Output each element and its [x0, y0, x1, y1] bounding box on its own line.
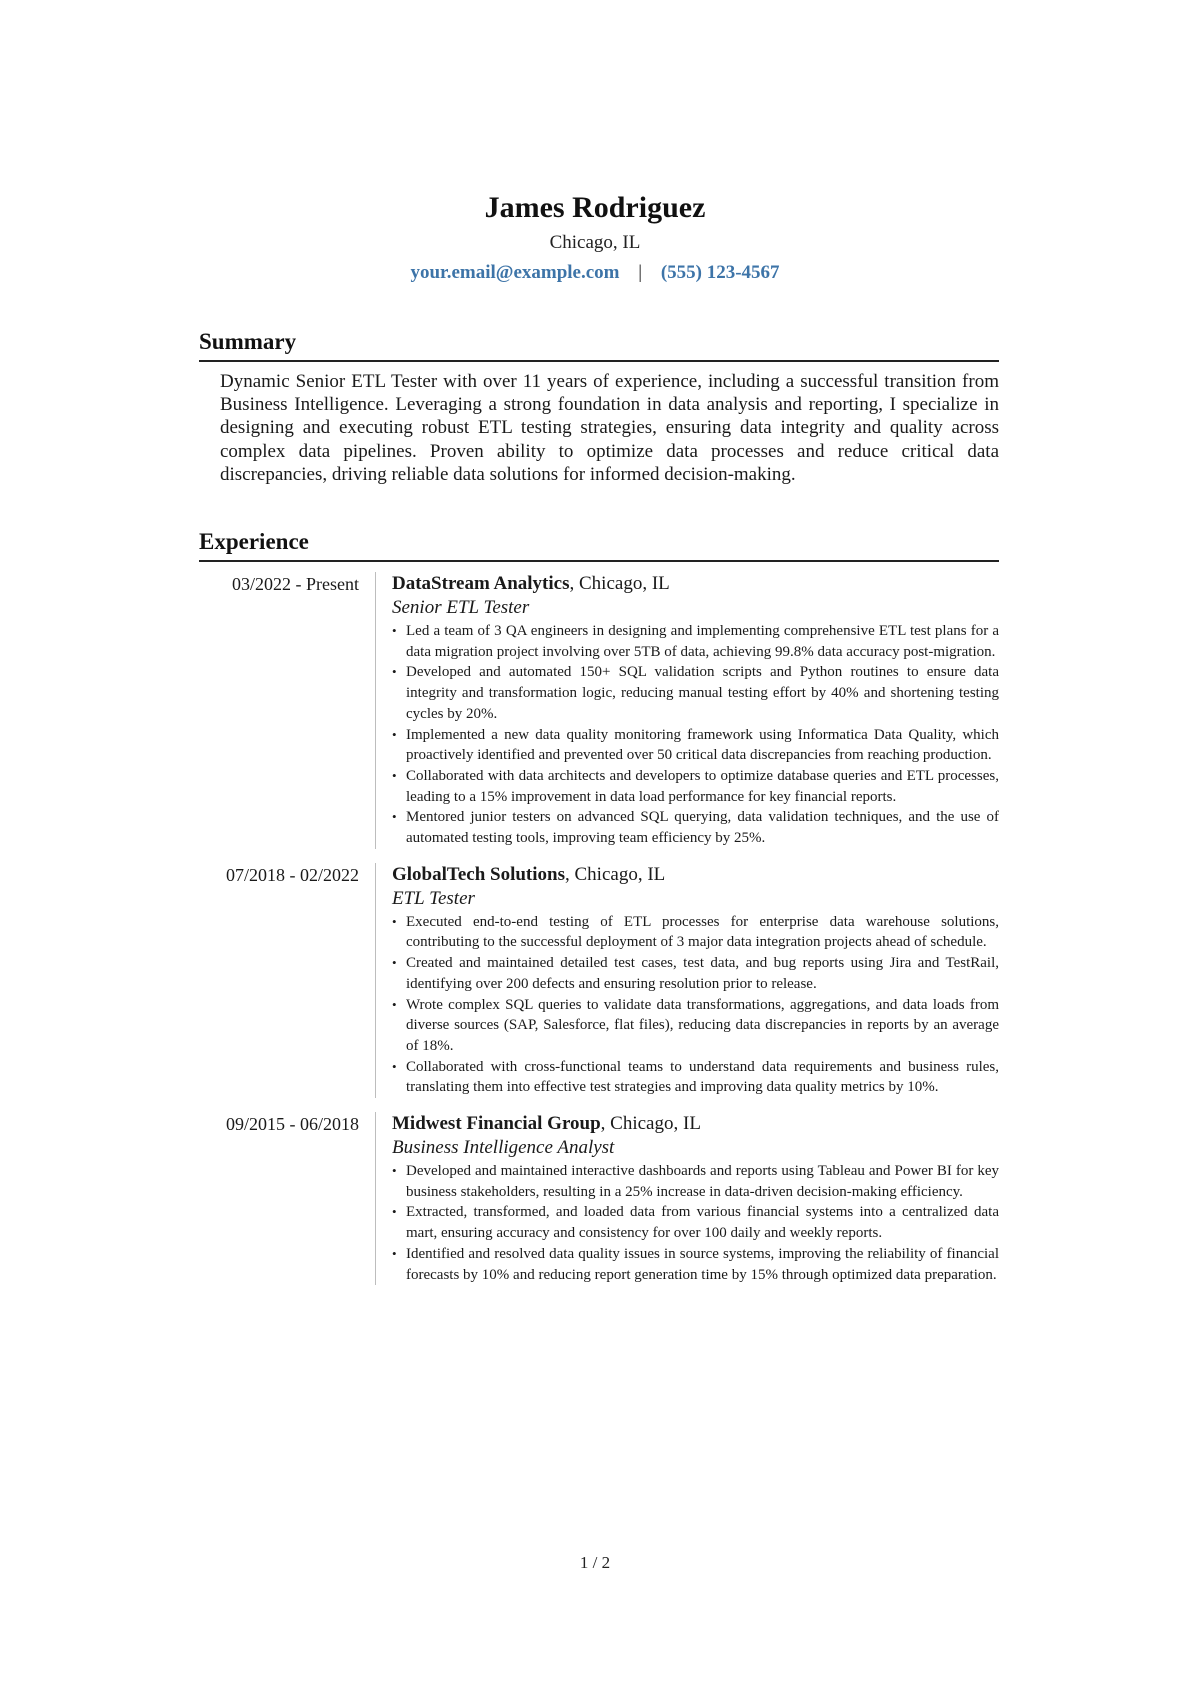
bullet-dot-icon: • — [392, 767, 397, 783]
job-entry — [199, 1112, 999, 1285]
job-details — [376, 1112, 999, 1285]
job-entry — [199, 572, 999, 849]
bullet-dot-icon: • — [392, 1204, 397, 1220]
bullet-text: Wrote complex SQL queries to validate data transformations, aggregations, and data loads from diverse sources (SAP, Salesforce, flat files), reducing data discrepancies in reports by an average of 18%. — [406, 996, 999, 1054]
bullet-item — [392, 1161, 999, 1202]
bullet-item — [392, 1202, 999, 1243]
bullet-item — [392, 995, 999, 1057]
bullet-dot-icon: • — [392, 664, 397, 680]
bullet-text: Collaborated with cross-functional teams to understand data requirements and business rules, translating them into effective test strategies and improving data quality metrics by 10%. — [406, 1058, 999, 1096]
job-company-line — [392, 863, 999, 887]
summary-section — [199, 328, 999, 486]
job-bullets — [392, 1161, 999, 1285]
job-details — [376, 572, 999, 849]
contact-line — [0, 260, 1190, 286]
job-dates: 07/2018 - 02/2022 — [199, 863, 376, 1098]
job-location: , Chicago, IL — [565, 863, 666, 885]
bullet-text: Created and maintained detailed test cases, test data, and bug reports using Jira and TestRail, identifying over 200 defects and ensuring resolution prior to release. — [406, 955, 999, 992]
experience-heading: Experience — [199, 528, 999, 562]
candidate-name: James Rodriguez — [484, 191, 706, 224]
bullet-item — [392, 621, 999, 662]
bullet-item — [392, 807, 999, 848]
contact-separator: | — [638, 262, 643, 283]
job-role: Senior ETL Tester — [392, 597, 530, 618]
email-link[interactable]: your.email@example.com — [410, 262, 620, 283]
job-dates: 03/2022 - Present — [199, 572, 376, 849]
bullet-item — [392, 1244, 999, 1285]
bullet-dot-icon: • — [392, 955, 397, 971]
bullet-item — [392, 766, 999, 807]
job-company-line — [392, 572, 999, 596]
bullet-text: Executed end-to-end testing of ETL processes for enterprise data warehouse solutions, contributing to the successful deployment of 3 major data integration projects ahead of schedule. — [406, 913, 999, 951]
candidate-location: Chicago, IL — [549, 232, 641, 253]
bullet-item — [392, 662, 999, 724]
page-number: 1 / 2 — [579, 1553, 611, 1572]
bullet-dot-icon: • — [392, 1058, 397, 1074]
phone-link[interactable]: (555) 123-4567 — [660, 262, 780, 283]
bullet-dot-icon: • — [392, 1245, 397, 1261]
bullet-text: Led a team of 3 QA engineers in designing and implementing comprehensive ETL test plans for a data migration project involving over 5TB of data, achieving 99.8% data accuracy post-migration. — [406, 623, 999, 660]
job-bullets — [392, 912, 999, 1098]
bullet-text: Developed and automated 150+ SQL validation scripts and Python routines to ensure data integrity and transformation logic, reducing manual testing effort by 40% and shortening testing cycles by 20%. — [406, 664, 999, 722]
experience-section — [199, 528, 999, 1285]
summary-text: Dynamic Senior ETL Tester with over 11 years of experience, including a successful transition from Business Intelligence. Leveraging a strong foundation in data analysis and reporting, I specialize in designing and executing robust ETL testing strategies, ensuring data integrity and quality across complex data pipelines. Proven ability to optimize data processes and reduce critical data discrepancies, driving reliable data solutions for informed decision-making. — [220, 371, 999, 485]
job-company-line — [392, 1112, 999, 1136]
job-role: ETL Tester — [392, 887, 475, 909]
job-location: , Chicago, IL — [569, 573, 670, 594]
bullet-text: Identified and resolved data quality issues in source systems, improving the reliability of financial forecasts by 10% and reducing report generation time by 15% through optimized data preparation. — [406, 1245, 999, 1283]
job-role: Business Intelligence Analyst — [392, 1137, 615, 1159]
bullet-dot-icon: • — [392, 1163, 397, 1179]
job-company: DataStream Analytics — [392, 573, 570, 594]
bullet-dot-icon: • — [392, 809, 397, 825]
bullet-text: Extracted, transformed, and loaded data from various financial systems into a centralized data mart, ensuring accuracy and consistency for over 100 daily and weekly reports. — [406, 1204, 999, 1242]
bullet-text: Implemented a new data quality monitoring framework using Informatica Data Quality, which proactively identified and prevented over 50 critical data discrepancies from reaching production. — [406, 726, 999, 764]
job-company: Midwest Financial Group — [392, 1113, 601, 1135]
bullet-item — [392, 912, 999, 953]
job-bullets — [392, 621, 999, 849]
job-details — [376, 863, 999, 1098]
summary-heading: Summary — [199, 328, 999, 362]
bullet-dot-icon: • — [392, 726, 397, 742]
bullet-text: Mentored junior testers on advanced SQL querying, data validation techniques, and the use of automated testing tools, improving team efficiency by 25%. — [406, 809, 999, 847]
job-entry — [199, 863, 999, 1098]
bullet-dot-icon: • — [392, 913, 397, 929]
bullet-text: Collaborated with data architects and developers to optimize database queries and ETL processes, leading to a 15% improvement in data load performance for key financial reports. — [406, 767, 999, 805]
bullet-item — [392, 953, 999, 994]
job-dates: 09/2015 - 06/2018 — [199, 1112, 376, 1285]
job-location: , Chicago, IL — [600, 1113, 701, 1135]
bullet-text: Developed and maintained interactive dashboards and reports using Tableau and Power BI for key business stakeholders, resulting in a 25% increase in data-driven decision-making efficiency. — [406, 1163, 999, 1200]
bullet-item — [392, 725, 999, 766]
bullet-dot-icon: • — [392, 996, 397, 1012]
bullet-dot-icon: • — [392, 623, 397, 638]
resume-header — [0, 190, 1190, 286]
bullet-item — [392, 1057, 999, 1098]
job-company: GlobalTech Solutions — [392, 863, 565, 885]
